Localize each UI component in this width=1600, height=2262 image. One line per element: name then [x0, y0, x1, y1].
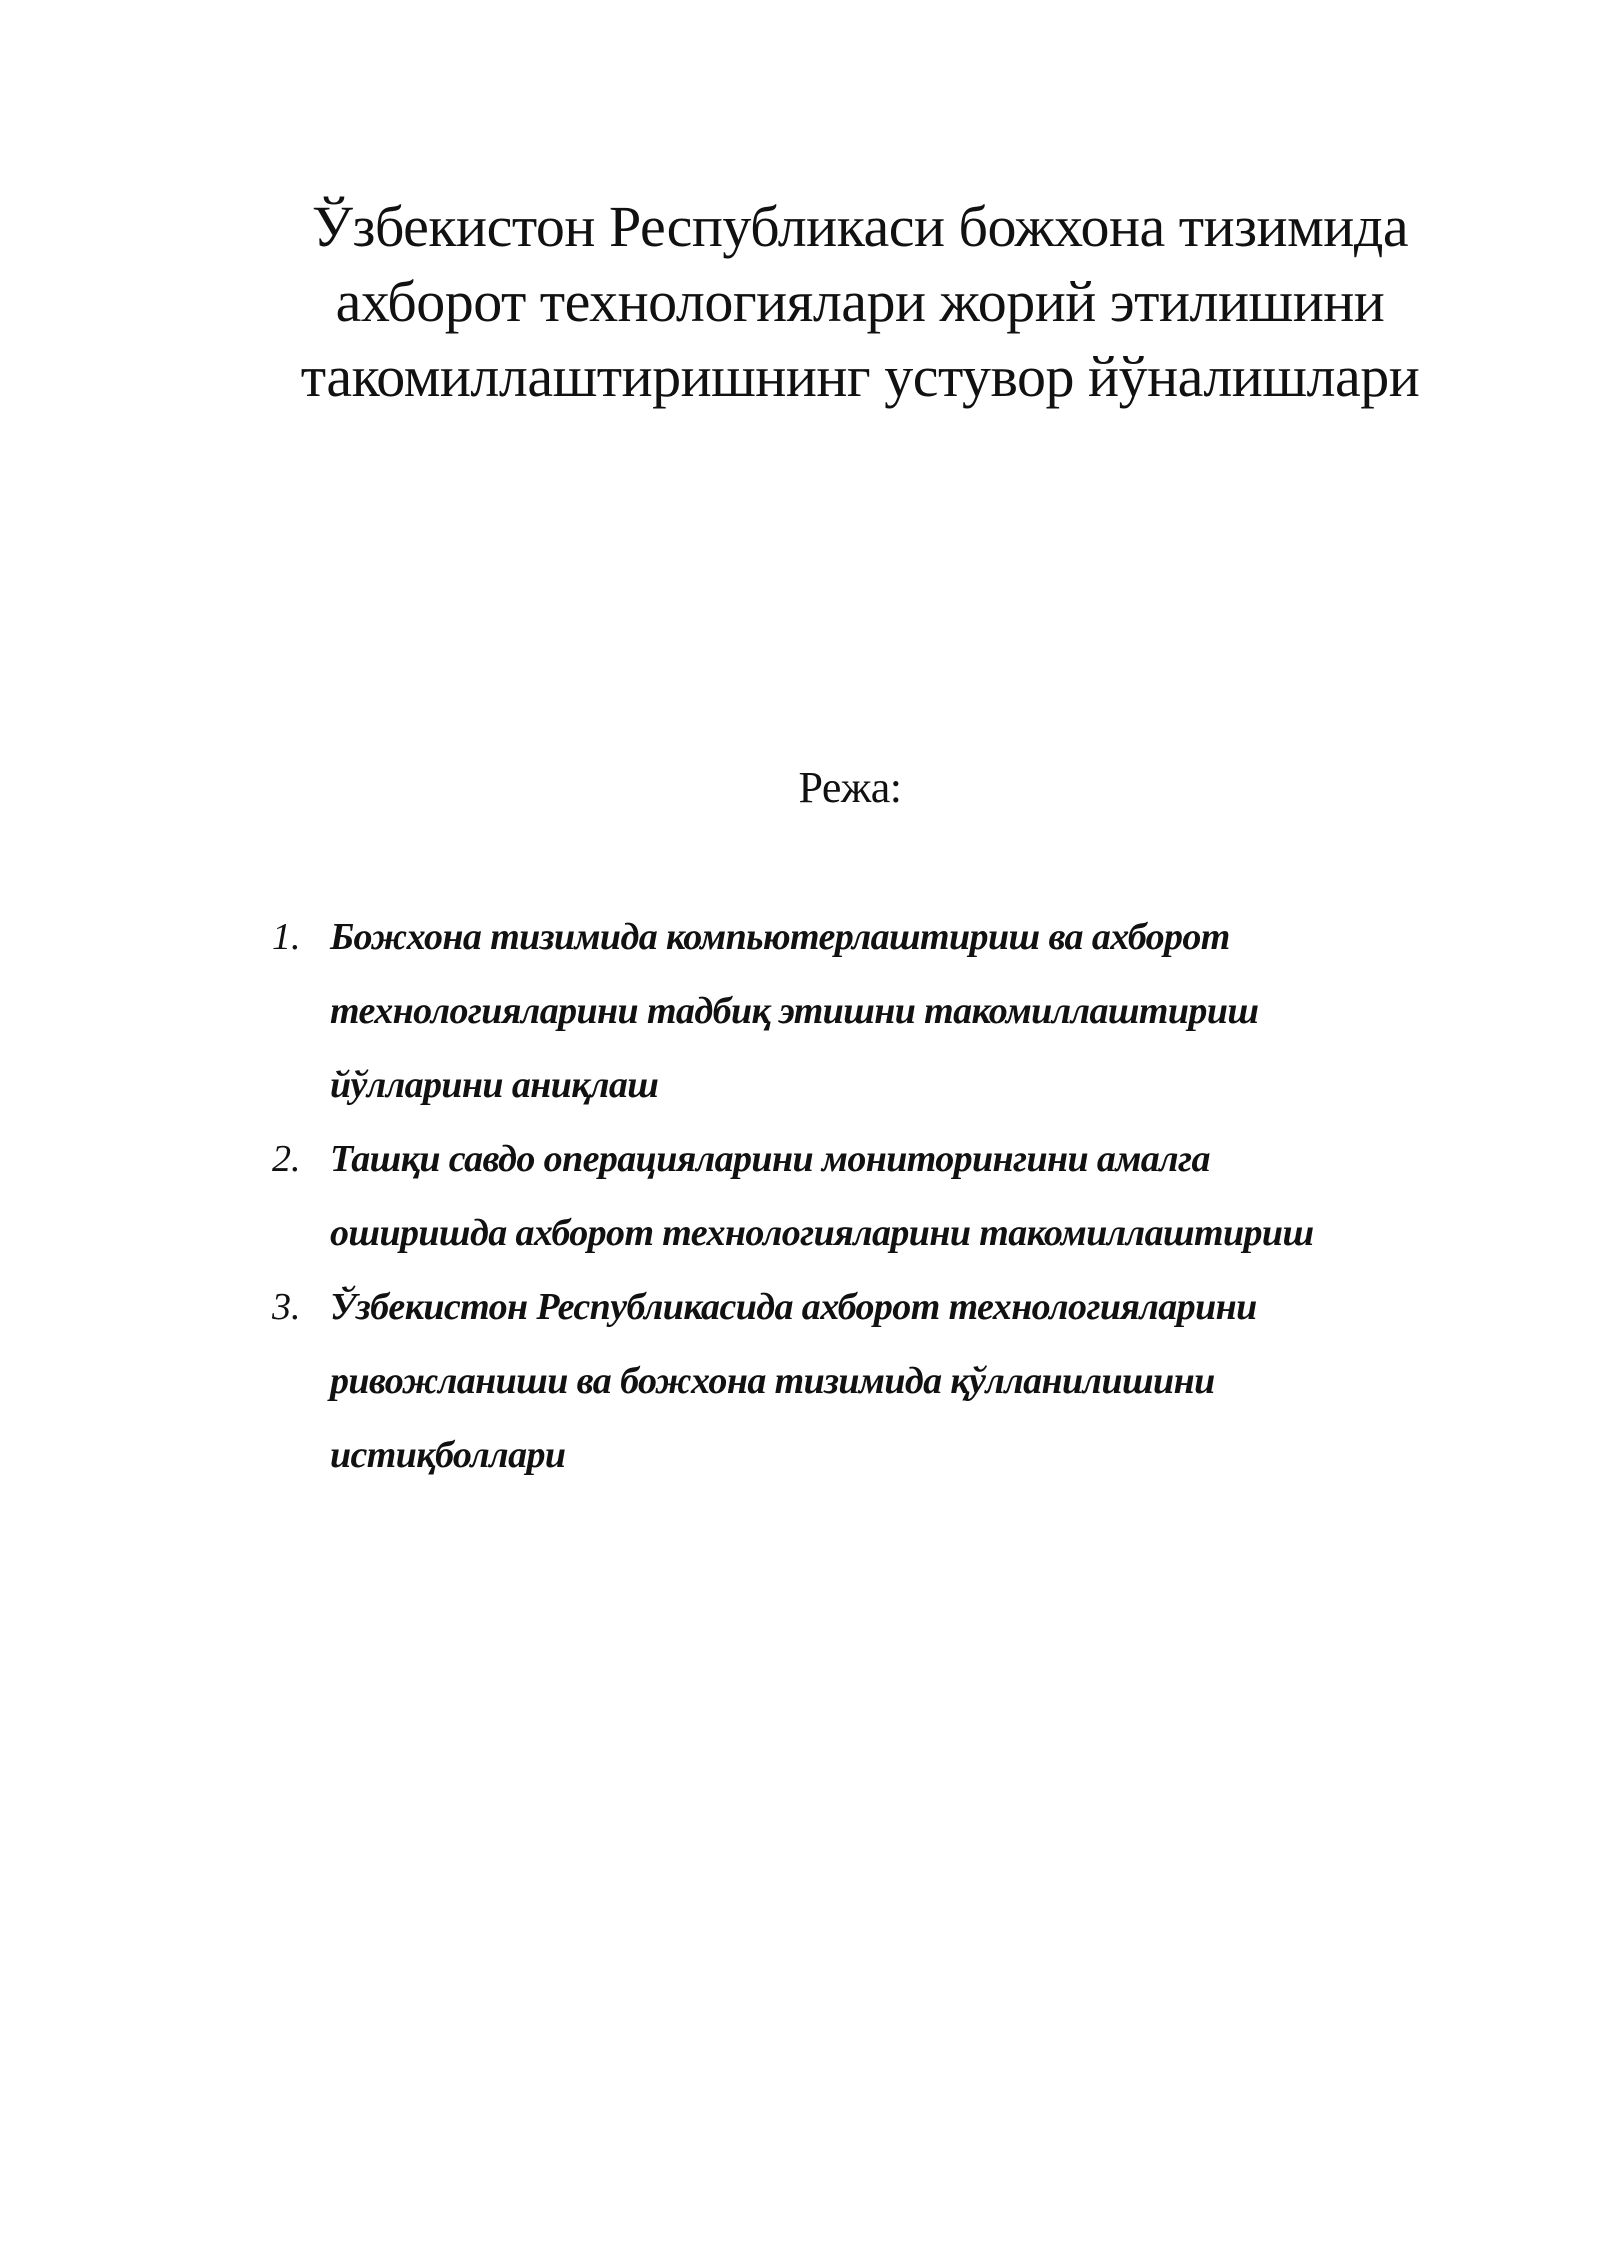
title-line: такомиллаштиришнинг устувор йўналишлари	[300, 343, 1420, 409]
plan-item-number: 2.	[272, 1138, 301, 1180]
plan-item-line: Ташқи савдо операцияларини мониторингини амалга	[330, 1138, 1210, 1180]
plan-item-line: Ўзбекистон Республикасида ахборот технологияларини	[330, 1286, 1257, 1328]
plan-item-line: ривожланиши ва божхона тизимида қўлланилишини	[330, 1360, 1215, 1402]
plan-item-line: истиқболлари	[330, 1434, 566, 1476]
plan-item	[272, 900, 1452, 1122]
plan-item-line: йўлларини аниқлаш	[330, 1064, 659, 1106]
plan-item	[272, 1270, 1452, 1492]
plan-item-line: технологияларини тадбиқ этишни такомиллаштириш	[330, 990, 1259, 1032]
title-line: Ўзбекистон Республикаси божхона тизимида	[311, 193, 1409, 259]
plan-item-line: Божхона тизимида компьютерлаштириш ва ахборот	[330, 916, 1230, 958]
plan-item-number: 3.	[272, 1286, 301, 1328]
plan-item-number: 1.	[272, 916, 301, 958]
plan-heading: Режа:	[798, 763, 902, 812]
document-title	[280, 189, 1440, 414]
title-line: ахборот технологиялари жорий этилишини	[335, 268, 1385, 334]
plan-item-line: оширишда ахборот технологияларини такомиллаштириш	[330, 1212, 1314, 1254]
plan-list	[272, 900, 1452, 1492]
plan-item	[272, 1122, 1452, 1270]
